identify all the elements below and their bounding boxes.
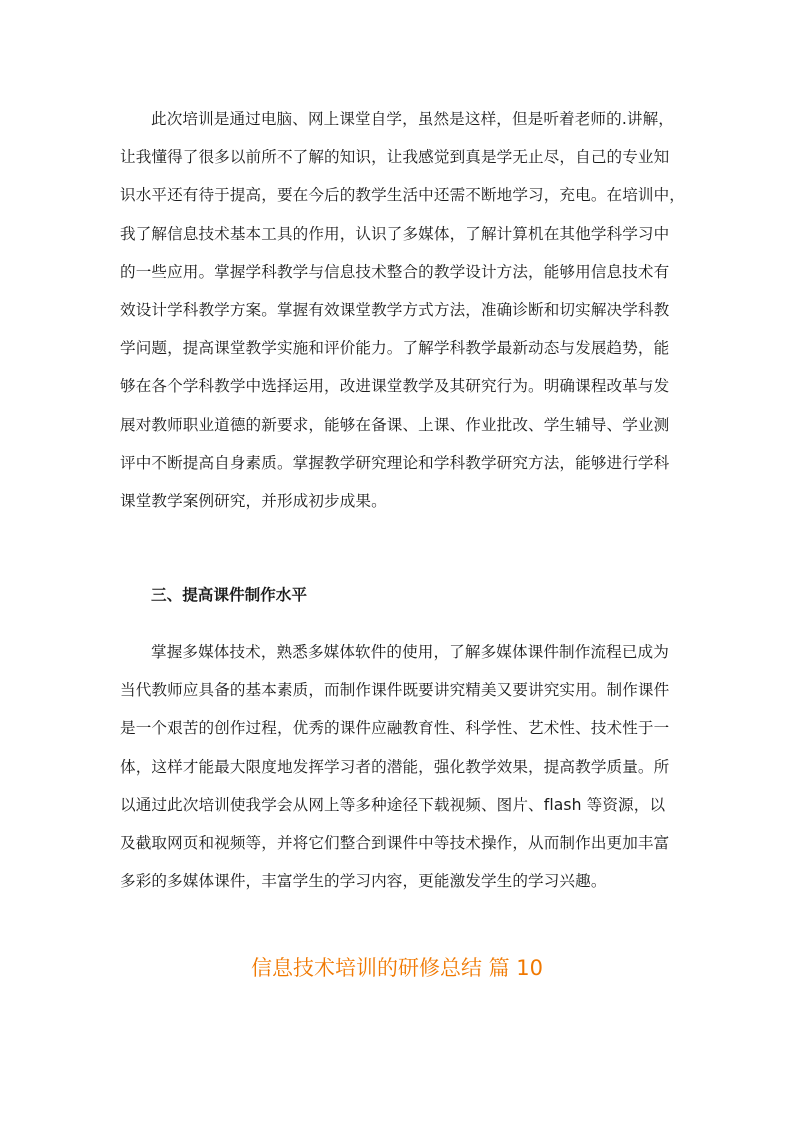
paragraph-line: 以通过此次培训使我学会从网上等多种途径下载视频、图片、flash 等资源，以 (120, 795, 666, 814)
paragraph-line: 识水平还有待于提高，要在今后的教学生活中还需不断地学习，充电。在培训中， (120, 186, 685, 205)
paragraph-line: 体，这样才能最大限度地发挥学习者的潜能，强化教学效果，提高教学质量。所 (120, 757, 670, 776)
paragraph-line: 学问题，提高课堂教学实施和评价能力。了解学科教学最新动态与发展趋势，能 (120, 339, 670, 358)
paragraph-line: 让我懂得了很多以前所不了解的知识，让我感觉到真是学无止尽，自己的专业知 (120, 148, 670, 167)
paragraph-line: 是一个艰苦的创作过程，优秀的课件应融教育性、科学性、艺术性、技术性于一 (120, 719, 670, 738)
section-heading-courseware: 三、提高课件制作水平 (151, 586, 307, 604)
paragraph-line: 我了解信息技术基本工具的作用，认识了多媒体，了解计算机在其他学科学习中 (120, 224, 670, 243)
paragraph-line: 课堂教学案例研究，并形成初步成果。 (120, 491, 387, 510)
paragraph-line: 及截取网页和视频等，并将它们整合到课件中等技术操作，从而制作出更加丰富 (120, 833, 670, 852)
paragraph-line: 够在各个学科教学中选择运用，改进课堂教学及其研究行为。明确课程改革与发 (120, 377, 670, 396)
paragraph-line: 当代教师应具备的基本素质，而制作课件既要讲究精美又要讲究实用。制作课件 (120, 681, 670, 700)
paragraph-courseware-skills (120, 633, 680, 900)
paragraph-line: 展对教师职业道德的新要求，能够在备课、上课、作业批改、学生辅导、学业测 (120, 415, 670, 434)
paragraph-line: 的一些应用。掌握学科教学与信息技术整合的教学设计方法，能够用信息技术有 (120, 262, 670, 281)
paragraph-line: 效设计学科教学方案。掌握有效课堂教学方式方法，准确诊断和切实解决学科教 (120, 300, 670, 319)
paragraph-line: 此次培训是通过电脑、网上课堂自学，虽然是这样，但是听着老师的.讲解， (151, 110, 674, 128)
paragraph-line: 掌握多媒体技术，熟悉多媒体软件的使用，了解多媒体课件制作流程已成为 (151, 643, 669, 661)
paragraph-training-reflection (120, 100, 685, 520)
article-section-title: 信息技术培训的研修总结 篇 10 (250, 956, 544, 980)
paragraph-line: 评中不断提高自身素质。掌握教学研究理论和学科教学研究方法，能够进行学科 (120, 453, 670, 472)
paragraph-line: 多彩的多媒体课件，丰富学生的学习内容，更能激发学生的学习兴趣。 (120, 872, 607, 891)
